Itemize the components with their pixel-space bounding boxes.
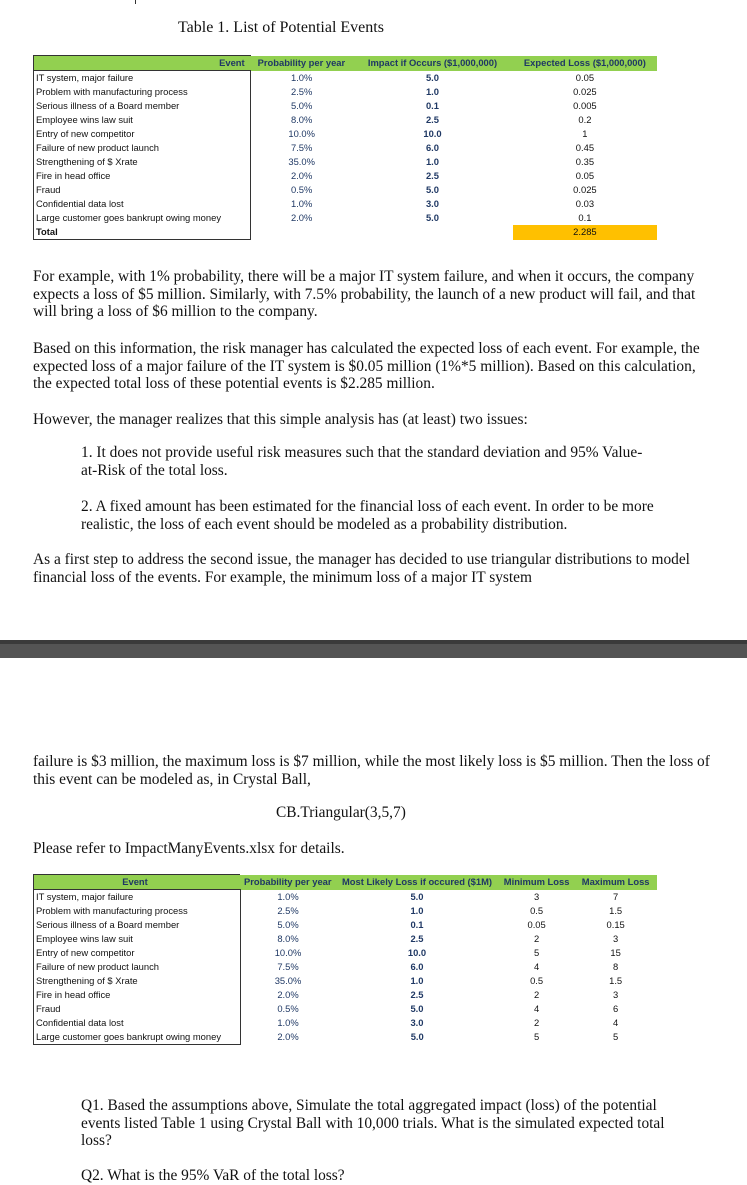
header-probability: Probability per year (251, 56, 353, 71)
event-name: Large customer goes bankrupt owing money (34, 211, 251, 225)
event-name: Fraud (34, 183, 251, 197)
table-row (34, 127, 657, 141)
table-row (34, 988, 658, 1002)
minimum-loss-cell: 2 (534, 933, 540, 944)
probability-cell: 8.0% (251, 113, 353, 127)
paragraph-triangular-example: failure is $3 million, the maximum loss is $7 million, while the most likely loss is $5 million. Then the loss of this event can be modeled as, in Crystal Ball, (33, 753, 710, 788)
expected-loss-cell: 0.03 (575, 198, 595, 209)
impact-cell: 5.0 (425, 184, 439, 195)
event-name: Fire in head office (34, 169, 251, 183)
table-row (34, 1016, 658, 1030)
probability-cell: 35.0% (240, 974, 336, 988)
most-likely-loss-cell: 5.0 (410, 890, 424, 902)
header-event: Event (34, 56, 251, 71)
probability-cell: 7.5% (251, 141, 353, 155)
event-name: IT system, major failure (34, 71, 251, 86)
probability-cell: 2.5% (240, 904, 336, 918)
document-page-2 (0, 658, 747, 1185)
table-row (34, 155, 657, 169)
event-name: Employee wins law suit (34, 932, 241, 946)
event-name: Entry of new competitor (34, 127, 251, 141)
minimum-loss-cell: 2 (534, 989, 540, 1000)
page-number-mark (135, 0, 136, 4)
header-event: Event (34, 875, 241, 890)
table-row (34, 85, 657, 99)
question-2: Q2. What is the 95% VaR of the total loss? (81, 1167, 345, 1184)
table-header-row (34, 56, 657, 71)
table-row (34, 904, 658, 918)
maximum-loss-cell: 6 (613, 1003, 619, 1014)
table-row (34, 932, 658, 946)
table-row (34, 974, 658, 988)
event-name: Failure of new product launch (34, 960, 241, 974)
probability-cell: 0.5% (240, 1002, 336, 1016)
most-likely-loss-cell: 6.0 (410, 961, 424, 972)
minimum-loss-cell: 5 (534, 1031, 540, 1043)
event-name: Problem with manufacturing process (34, 904, 241, 918)
impact-cell: 1.0 (425, 156, 439, 167)
most-likely-loss-cell: 5.0 (410, 1031, 424, 1043)
maximum-loss-cell: 1.5 (609, 975, 623, 986)
impact-cell: 5.0 (425, 212, 439, 223)
probability-cell: 2.0% (240, 988, 336, 1002)
question-1: Q1. Based the assumptions above, Simulate the total aggregated impact (loss) of the potential events listed Table 1 using Crystal Ball with 10,000 trials. What is the simulated expected total loss? (81, 1097, 665, 1149)
table-row (34, 113, 657, 127)
header-maximum-loss: Maximum Loss (574, 875, 657, 890)
table-row (34, 71, 657, 86)
probability-cell: 2.0% (240, 1030, 336, 1045)
header-impact: Impact if Occurs ($1,000,000) (352, 56, 513, 71)
probability-cell: 10.0% (251, 127, 353, 141)
probability-cell: 5.0% (251, 99, 353, 113)
triangular-formula: CB.Triangular(3,5,7) (276, 804, 406, 821)
minimum-loss-cell: 0.5 (530, 975, 544, 986)
impact-cell: 2.5 (425, 114, 439, 125)
event-name: Large customer goes bankrupt owing money (34, 1030, 241, 1045)
table-row (34, 211, 657, 225)
impact-cell: 5.0 (425, 71, 439, 83)
expected-loss-cell: 0.05 (575, 71, 595, 83)
table-row (34, 169, 657, 183)
event-name: Employee wins law suit (34, 113, 251, 127)
probability-cell: 2.0% (251, 169, 353, 183)
event-name: Fraud (34, 1002, 241, 1016)
table-header-row (34, 875, 658, 890)
event-name: Entry of new competitor (34, 946, 241, 960)
header-probability: Probability per year (240, 875, 336, 890)
maximum-loss-cell: 1.5 (609, 905, 623, 916)
probability-cell: 7.5% (240, 960, 336, 974)
probability-cell: 2.5% (251, 85, 353, 99)
expected-loss-cell: 0.025 (573, 86, 597, 97)
most-likely-loss-cell: 1.0 (410, 975, 424, 986)
header-expected-loss: Expected Loss ($1,000,000) (513, 56, 656, 71)
issue-item-2: 2. A fixed amount has been estimated for the financial loss of each event. In order to be more realistic, the loss of each event should be modeled as a probability distribution. (81, 498, 654, 533)
impact-cell: 6.0 (425, 142, 439, 153)
paragraph-triangular-intro: As a first step to address the second issue, the manager has decided to use triangular distributions to model financial loss of the events. For example, the minimum loss of a major IT system (33, 551, 690, 586)
table-row (34, 1030, 658, 1045)
impact-cell: 3.0 (425, 198, 439, 209)
most-likely-loss-cell: 2.5 (410, 989, 424, 1000)
most-likely-loss-cell: 3.0 (410, 1017, 424, 1028)
expected-loss-cell: 0.025 (573, 184, 597, 195)
total-label: Total (34, 225, 251, 240)
event-name: Confidential data lost (34, 197, 251, 211)
issue-item-1: 1. It does not provide useful risk measures such that the standard deviation and 95% Value-at-Risk of the total loss. (81, 444, 643, 479)
paragraph-expected-loss: Based on this information, the risk manager has calculated the expected loss of each event. For example, the expected loss of a major failure of the IT system is $0.05 million (1%*5 million). Based on this calculation, the expected total loss of these potential events is $2.285 million. (33, 340, 700, 392)
event-name: IT system, major failure (34, 890, 241, 905)
impact-cell: 10.0 (423, 128, 442, 139)
event-name: Fire in head office (34, 988, 241, 1002)
table-row (34, 141, 657, 155)
triangular-events-table (33, 874, 657, 1045)
maximum-loss-cell: 8 (613, 961, 619, 972)
probability-cell: 1.0% (240, 1016, 336, 1030)
potential-events-table (33, 55, 657, 240)
paragraph-example: For example, with 1% probability, there will be a major IT system failure, and when it occurs, the company expects a loss of $5 million. Similarly, with 7.5% probability, the launch of a new product will fail, and that will bring a loss of $6 million to the company. (33, 268, 696, 320)
table-row (34, 99, 657, 113)
minimum-loss-cell: 3 (534, 890, 540, 902)
header-minimum-loss: Minimum Loss (499, 875, 574, 890)
probability-cell: 1.0% (251, 197, 353, 211)
most-likely-loss-cell: 10.0 (407, 947, 427, 958)
maximum-loss-cell: 4 (613, 1017, 619, 1028)
table-row (34, 918, 658, 932)
table-row (34, 960, 658, 974)
expected-loss-cell: 0.05 (575, 170, 595, 181)
event-name: Strengthening of $ Xrate (34, 155, 251, 169)
most-likely-loss-cell: 1.0 (410, 905, 424, 916)
table-row (34, 1002, 658, 1016)
table-row (34, 890, 658, 905)
maximum-loss-cell: 3 (613, 989, 619, 1000)
probability-cell: 35.0% (251, 155, 353, 169)
maximum-loss-cell: 0.15 (606, 919, 625, 930)
most-likely-loss-cell: 2.5 (410, 933, 424, 944)
probability-cell: 1.0% (251, 71, 353, 86)
probability-cell: 2.0% (251, 211, 353, 225)
probability-cell: 0.5% (251, 183, 353, 197)
minimum-loss-cell: 4 (534, 1003, 540, 1014)
table-row (34, 183, 657, 197)
paragraph-issues-intro: However, the manager realizes that this simple analysis has (at least) two issues: (33, 411, 528, 428)
impact-cell: 1.0 (425, 86, 439, 97)
minimum-loss-cell: 2 (534, 1017, 540, 1028)
probability-cell: 8.0% (240, 932, 336, 946)
expected-loss-cell: 0.005 (573, 100, 597, 111)
total-expected-loss: 2.285 (513, 225, 656, 240)
probability-cell: 10.0% (240, 946, 336, 960)
expected-loss-cell: 0.45 (575, 142, 595, 153)
event-name: Problem with manufacturing process (34, 85, 251, 99)
impact-cell: 0.1 (425, 100, 439, 111)
expected-loss-cell: 0.35 (575, 156, 595, 167)
maximum-loss-cell: 3 (613, 933, 619, 944)
most-likely-loss-cell: 5.0 (410, 1003, 424, 1014)
table-row (34, 197, 657, 211)
expected-loss-cell: 0.1 (578, 212, 592, 223)
most-likely-loss-cell: 0.1 (410, 919, 424, 930)
event-name: Confidential data lost (34, 1016, 241, 1030)
event-name: Strengthening of $ Xrate (34, 974, 241, 988)
maximum-loss-cell: 15 (610, 947, 621, 958)
minimum-loss-cell: 4 (534, 961, 540, 972)
total-empty-cell (251, 225, 353, 240)
expected-loss-cell: 0.2 (578, 114, 592, 125)
event-name: Serious illness of a Board member (34, 99, 251, 113)
minimum-loss-cell: 5 (534, 947, 540, 958)
probability-cell: 5.0% (240, 918, 336, 932)
maximum-loss-cell: 7 (613, 890, 619, 902)
event-name: Failure of new product launch (34, 141, 251, 155)
event-name: Serious illness of a Board member (34, 918, 241, 932)
minimum-loss-cell: 0.5 (530, 905, 544, 916)
total-empty-cell (352, 225, 513, 240)
table1-caption: Table 1. List of Potential Events (178, 19, 384, 36)
minimum-loss-cell: 0.05 (527, 919, 546, 930)
expected-loss-cell: 1 (582, 128, 588, 139)
probability-cell: 1.0% (240, 890, 336, 905)
total-row (34, 225, 657, 240)
page-break (0, 640, 747, 658)
header-most-likely-loss: Most Likely Loss if occured ($1M) (336, 875, 499, 890)
paragraph-file-reference: Please refer to ImpactManyEvents.xlsx for details. (33, 840, 345, 857)
table-row (34, 946, 658, 960)
maximum-loss-cell: 5 (613, 1031, 619, 1043)
impact-cell: 2.5 (425, 170, 439, 181)
